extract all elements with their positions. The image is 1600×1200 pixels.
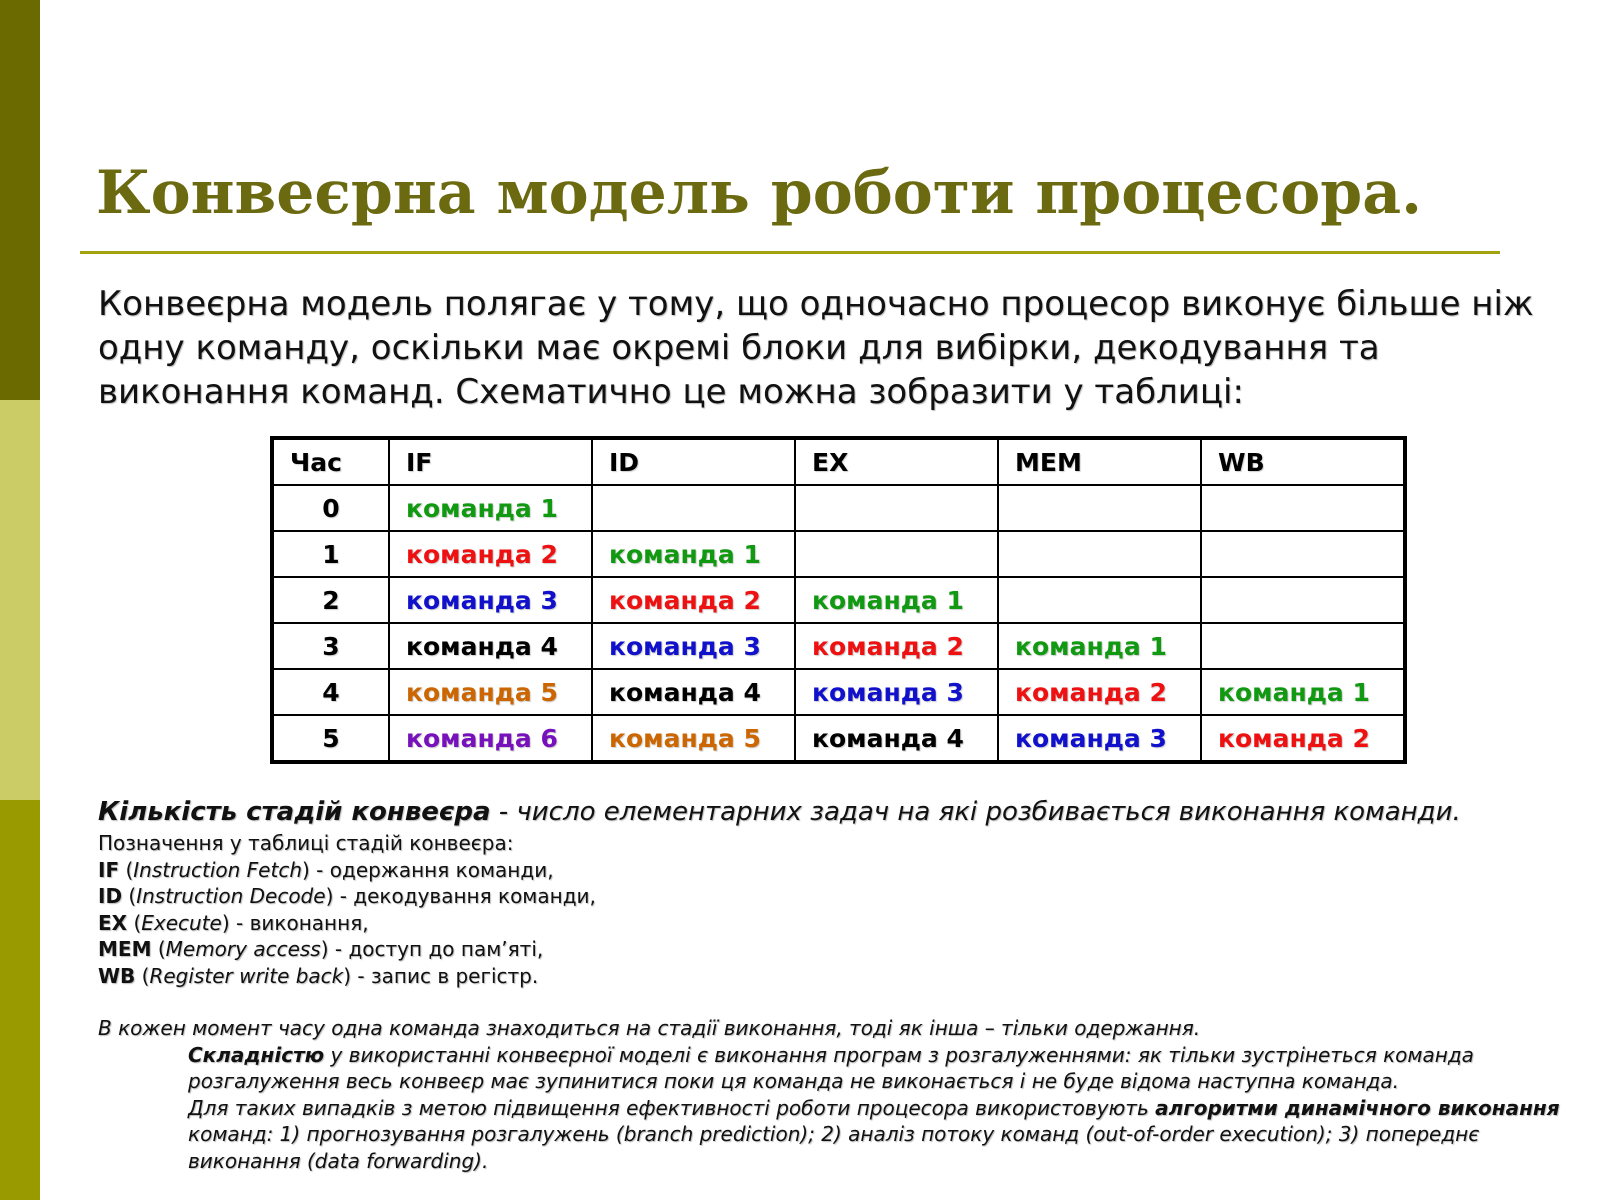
table-row (272, 623, 1405, 669)
stage-cell: команда 3 (592, 623, 795, 669)
pipeline-table (270, 436, 1407, 764)
time-cell: 1 (272, 531, 389, 577)
title-underline (80, 251, 1500, 254)
header-mem: MEM (998, 438, 1201, 485)
header-wb: WB (1201, 438, 1405, 485)
paragraph-moment: В кожен момент часу одна команда знаходиться на стадії виконання, тоді як інша – тільки одержання. (98, 1016, 1201, 1040)
time-cell: 3 (272, 623, 389, 669)
legend-desc: ) - декодування команди, (325, 884, 596, 908)
legend-item: MEM (Memory access) - доступ до пам’яті, (98, 937, 544, 961)
stage-cell (1201, 623, 1405, 669)
stage-cell: команда 4 (592, 669, 795, 715)
legend-full: Instruction Decode (136, 884, 326, 908)
stage-cell: команда 2 (795, 623, 998, 669)
stage-cell: команда 2 (998, 669, 1201, 715)
legend-item: ID (Instruction Decode) - декодування команди, (98, 884, 596, 908)
legend-full: Memory access (165, 937, 321, 961)
table-row (272, 485, 1405, 531)
legend-abbr: MEM (98, 937, 152, 961)
stage-cell: команда 1 (998, 623, 1201, 669)
time-cell: 2 (272, 577, 389, 623)
stage-cell: команда 1 (389, 485, 592, 531)
stage-cell (998, 485, 1201, 531)
table-header-row (272, 438, 1405, 485)
stage-legend (98, 830, 1578, 989)
stage-cell: команда 1 (795, 577, 998, 623)
definition-term: Кількість стадій конвеєра (98, 797, 491, 827)
paragraph-algorithms (98, 1095, 1578, 1175)
explanation-paragraphs (98, 1015, 1578, 1174)
stage-cell (795, 485, 998, 531)
stage-cell (1201, 531, 1405, 577)
header-if: IF (389, 438, 592, 485)
stage-cell: команда 1 (1201, 669, 1405, 715)
legend-desc: ) - доступ до пам’яті, (320, 937, 544, 961)
stage-cell (592, 485, 795, 531)
stage-cell: команда 2 (1201, 715, 1405, 762)
stage-cell: команда 2 (592, 577, 795, 623)
stage-cell: команда 3 (389, 577, 592, 623)
stage-cell: команда 5 (389, 669, 592, 715)
legend-full: Register write back (149, 963, 344, 988)
table-row (272, 715, 1405, 762)
stage-cell: команда 5 (592, 715, 795, 762)
legend-abbr: EX (98, 910, 128, 935)
notes-section (98, 796, 1578, 1174)
stage-cell (1201, 485, 1405, 531)
header-id: ID (592, 438, 795, 485)
legend-item: WB (Register write back) - запис в регістр. (98, 963, 539, 988)
stage-cell (998, 577, 1201, 623)
legend-desc: ) - виконання, (221, 910, 369, 935)
stage-cell: команда 6 (389, 715, 592, 762)
slide-title: Конвеєрна модель роботи процесора. (96, 158, 1423, 228)
paragraph-complexity (98, 1042, 1578, 1095)
header-ex: EX (795, 438, 998, 485)
legend-heading: Позначення у таблиці стадій конвеєра: (98, 831, 514, 855)
stage-cell (998, 531, 1201, 577)
time-cell: 0 (272, 485, 389, 531)
stage-cell: команда 4 (795, 715, 998, 762)
side-band-bottom (0, 800, 40, 1200)
header-time: Час (272, 438, 389, 485)
algorithms-list: команд: 1) прогнозування розгалужень (branch prediction); 2) аналіз потоку команд (out-of-order execution); 3) попереднє виконання (data forwarding). (188, 1122, 1480, 1173)
table-row (272, 531, 1405, 577)
time-cell: 5 (272, 715, 389, 762)
intro-paragraph: Конвеєрна модель полягає у тому, що одночасно процесор виконує більше ніж одну команду, оскільки має окремі блоки для вибірки, декодування та виконання команд. Схематично це можна зобразити у таблиці: (98, 284, 1534, 412)
stage-cell: команда 1 (592, 531, 795, 577)
stage-cell: команда 3 (795, 669, 998, 715)
legend-desc: ) - запис в регістр. (343, 963, 539, 988)
legend-full: Instruction Fetch (133, 857, 303, 882)
legend-abbr: WB (98, 963, 136, 988)
legend-item: EX (Execute) - виконання, (98, 910, 369, 935)
legend-abbr: IF (98, 857, 120, 882)
legend-abbr: ID (98, 884, 123, 908)
table-row (272, 669, 1405, 715)
complexity-term: Складністю (188, 1042, 325, 1067)
side-band-top (0, 0, 40, 400)
stage-cell: команда 4 (389, 623, 592, 669)
definition-text: - число елементарних задач на які розбивається виконання команди. (490, 797, 1461, 827)
stage-cell: команда 3 (998, 715, 1201, 762)
stage-count-definition (98, 796, 1578, 828)
algorithms-intro: Для таких випадків з метою підвищення ефективності роботи процесора використовують (188, 1095, 1156, 1120)
side-band-middle (0, 400, 40, 800)
complexity-text: у використанні конвеєрної моделі є виконання програм з розгалуженнями: як тільки зустрінеться команда розгалуження весь конвеєр має зупинитися поки ця команда не виконається і не буде відома наступна команда. (188, 1042, 1474, 1093)
time-cell: 4 (272, 669, 389, 715)
table-row (272, 577, 1405, 623)
stage-cell (1201, 577, 1405, 623)
legend-item: IF (Instruction Fetch) - одержання команди, (98, 857, 554, 882)
legend-desc: ) - одержання команди, (302, 857, 554, 882)
legend-full: Execute (141, 910, 222, 935)
stage-cell: команда 2 (389, 531, 592, 577)
stage-cell (795, 531, 998, 577)
algorithms-term: алгоритми динамічного виконання (1155, 1095, 1560, 1120)
